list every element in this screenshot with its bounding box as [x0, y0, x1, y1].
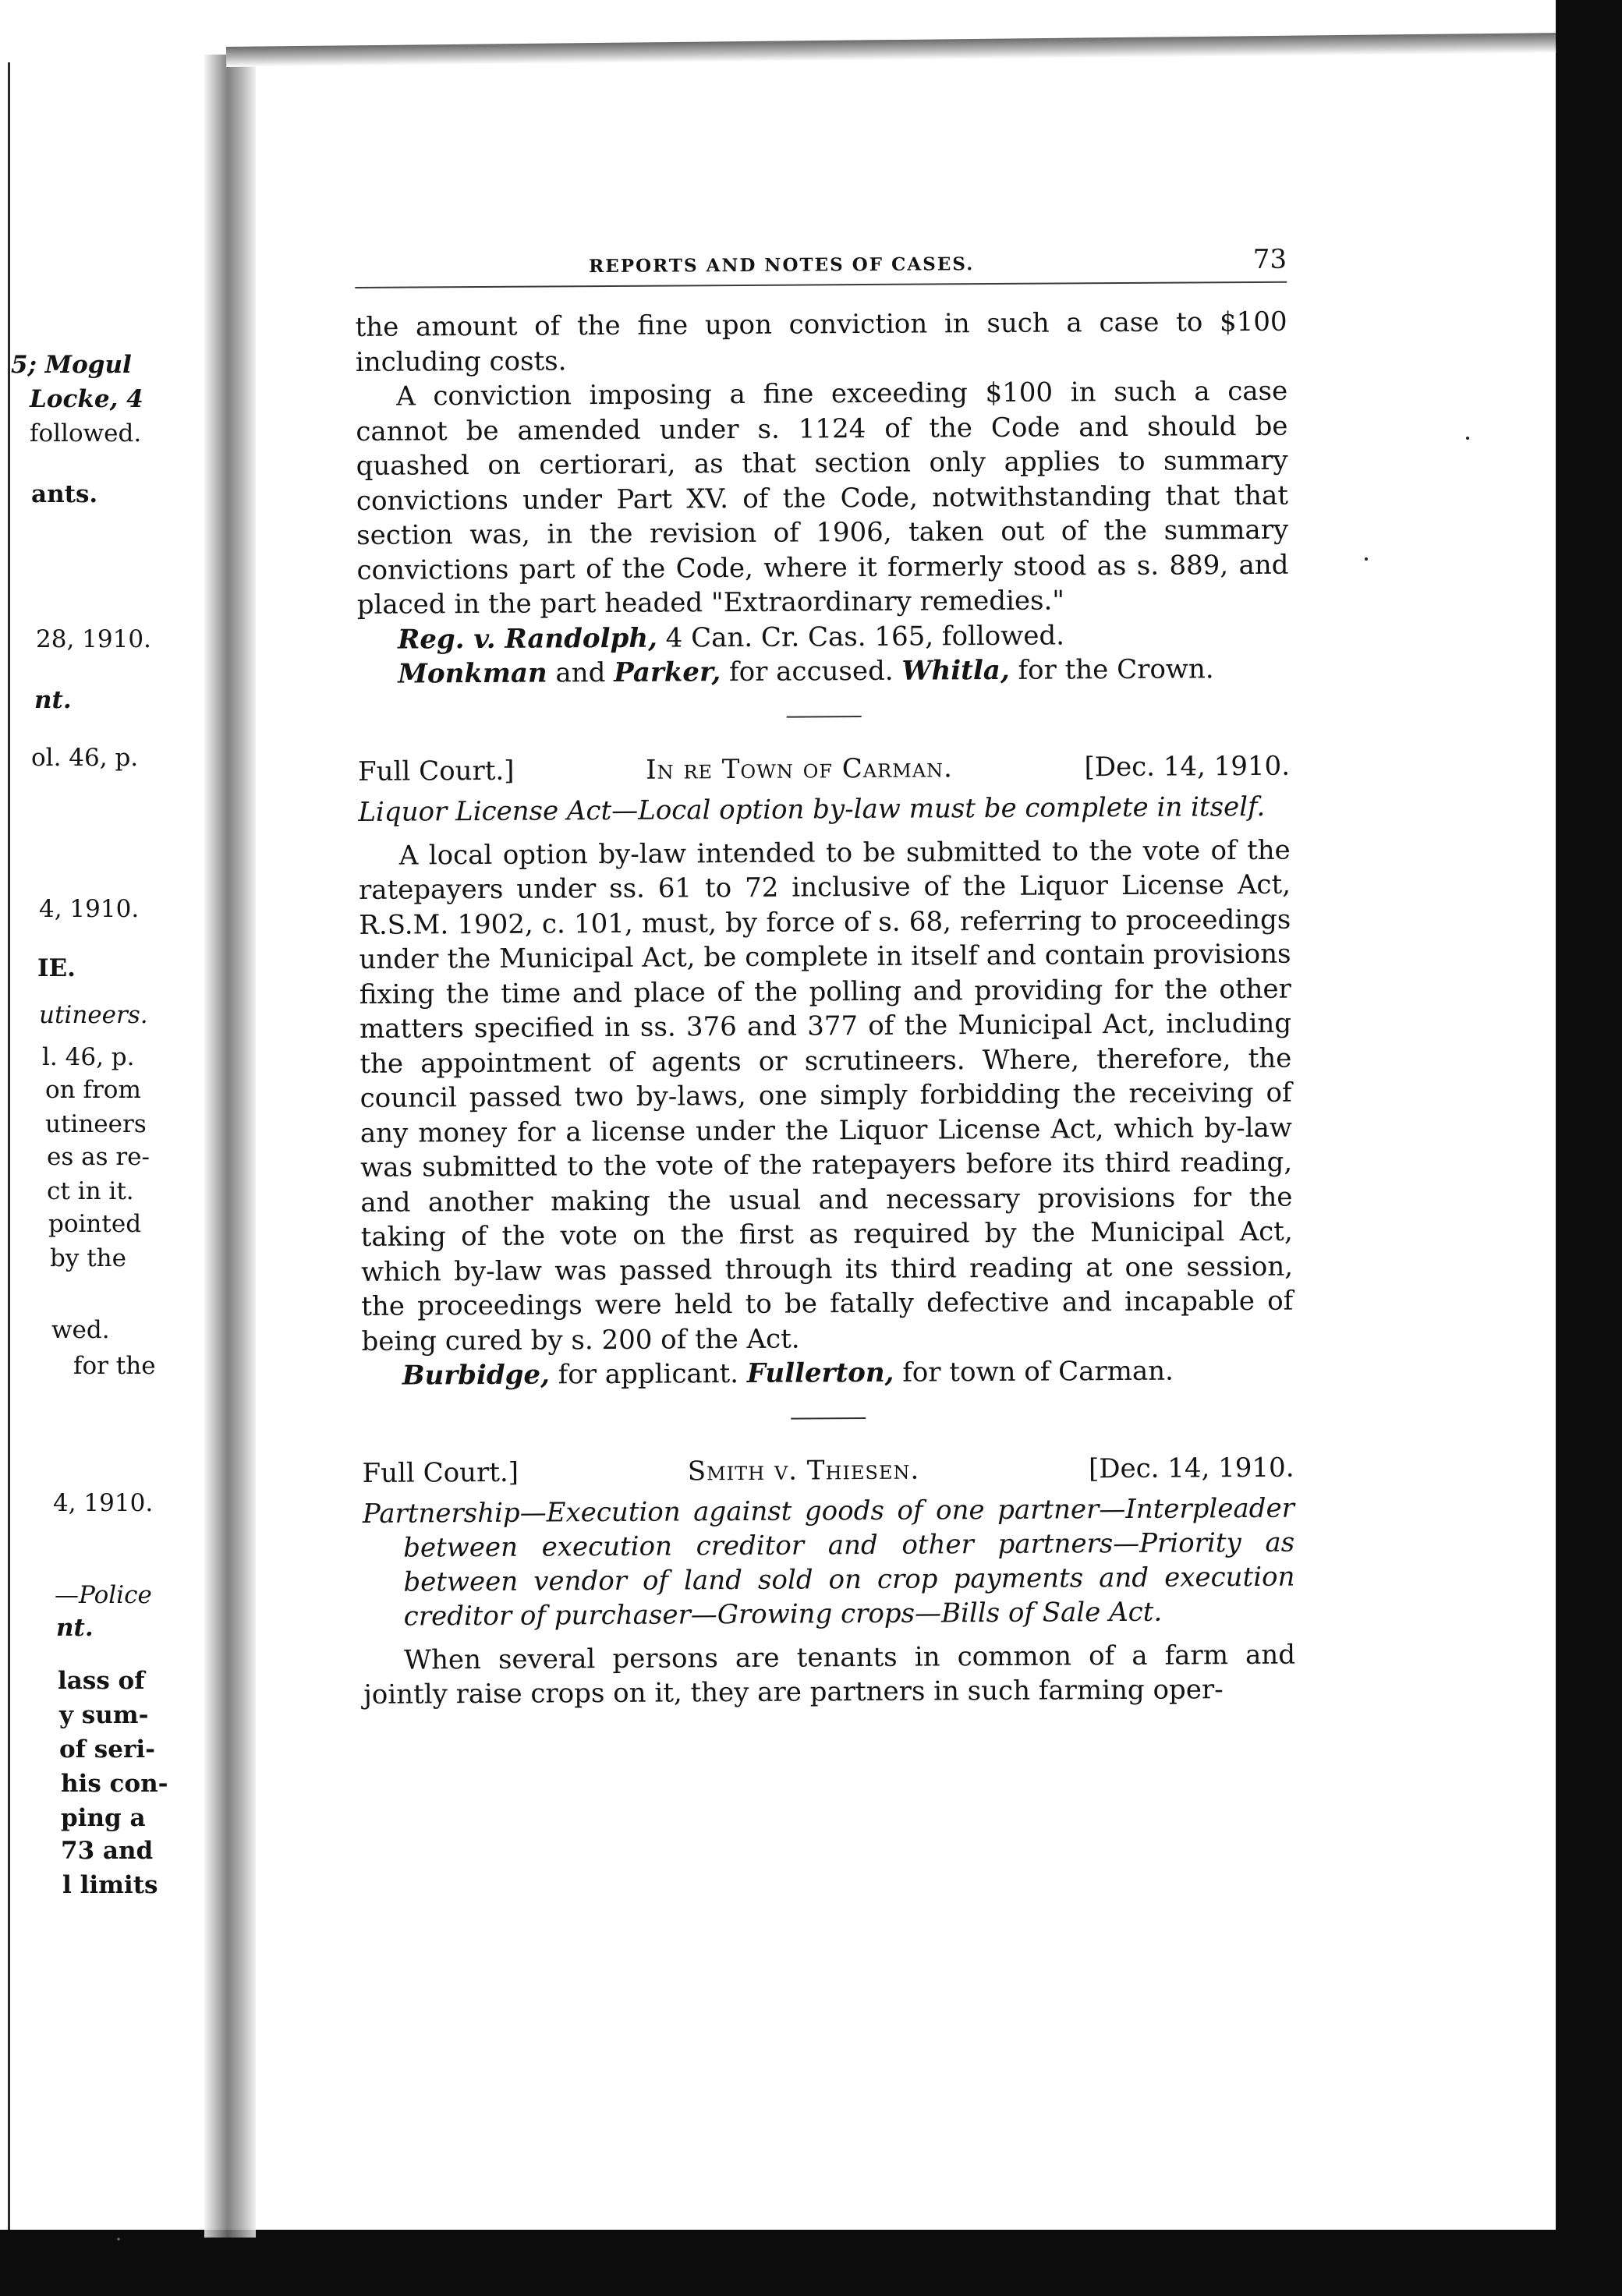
- left-fragment: 28, 1910.: [36, 625, 151, 653]
- case-1-continuation: [355, 305, 1289, 692]
- counsel-name: Fullerton,: [746, 1357, 894, 1389]
- paragraph: the amount of the fine upon conviction in such a case to $100 including costs.: [355, 306, 1287, 378]
- counsel-line: [362, 1353, 1294, 1394]
- counsel-name: Monkman: [398, 657, 547, 690]
- case-3: [362, 1450, 1295, 1712]
- left-fragment: l. 46, p.: [42, 1043, 135, 1071]
- cited-reference: 4 Can. Cr. Cas. 165, followed.: [665, 619, 1065, 654]
- book-gutter-shadow: [204, 55, 256, 2238]
- case-date: [Dec. 14, 1910.: [1084, 750, 1291, 783]
- left-fragment: IE.: [37, 954, 76, 982]
- left-fragment: nt.: [56, 1614, 94, 1642]
- counsel-role: for town of Carman.: [902, 1355, 1174, 1389]
- page-body: [355, 244, 1295, 1713]
- left-fragment: by the: [50, 1244, 126, 1272]
- counsel-name: Burbidge,: [402, 1359, 551, 1392]
- left-fragment: utineers.: [39, 1001, 148, 1029]
- headnote: Liquor License Act—Local option by-law must be complete in itself.: [358, 791, 1266, 828]
- case-2: [358, 748, 1294, 1393]
- running-head: REPORTS AND NOTES OF CASES.: [589, 253, 975, 278]
- left-fragment: nt.: [34, 686, 72, 714]
- counsel-name: Parker,: [614, 656, 721, 688]
- left-fragment: —Police: [55, 1581, 152, 1609]
- left-fragment: ol. 46, p.: [31, 744, 139, 772]
- case-caption: [362, 1450, 1294, 1490]
- left-fragment: ants.: [31, 480, 98, 508]
- left-fragment: utineers: [45, 1110, 147, 1138]
- counsel-name: Whitla,: [901, 654, 1010, 687]
- left-fragment: ct in it.: [47, 1177, 134, 1205]
- scan-speck: [117, 2238, 120, 2241]
- left-fragment: for the: [73, 1352, 156, 1380]
- page-header: [355, 244, 1287, 288]
- court-label: Full Court.]: [362, 1456, 519, 1489]
- left-fragment: 5; Mogul: [11, 351, 132, 379]
- left-fragment: of seri-: [59, 1735, 155, 1764]
- left-fragment: followed.: [30, 419, 142, 448]
- left-fragment: wed.: [51, 1316, 110, 1344]
- scan-edge-bottom: [0, 2230, 1622, 2296]
- case-separator: [786, 716, 861, 718]
- cited-case: Reg. v. Randolph,: [397, 622, 658, 656]
- left-fragment: 4, 1910.: [39, 895, 140, 923]
- left-fragment: on from: [45, 1076, 141, 1104]
- paragraph: A conviction imposing a fine exceeding $100 in such a case cannot be amended under s. 1124 of the Code and should be quashed on certiorari, as that section only applies to summary convictions under Part XV. of the Code, notwithstanding that that section was, in the revision of 1906, taken out of the summary convictions part of the Code, where it formerly stood as s. 889, and placed in the part headed "Extraordinary remedies.": [356, 375, 1289, 621]
- left-fragment: pointed: [48, 1210, 142, 1238]
- left-fragment: y sum-: [59, 1701, 149, 1729]
- page-top-edge-shadow: [226, 33, 1556, 67]
- left-fragment: l limits: [62, 1871, 158, 1899]
- scan-speck: [1365, 557, 1368, 561]
- page-number: 73: [1252, 243, 1287, 275]
- left-fragment: lass of: [58, 1667, 145, 1695]
- case-title: Smith v. Thiesen.: [687, 1454, 920, 1487]
- paragraph: When several persons are tenants in common of a farm and jointly raise crops on it, they are partners in such farming oper-: [363, 1639, 1296, 1711]
- left-fragment: es as re-: [47, 1143, 150, 1171]
- headnote: Partnership—Execution against goods of one partner—Interpleader between execution creditor and other partners—Priority as between vendor of land sold on crop payments and execution creditor of purchaser—Growing crops—Bills of Sale Act.: [362, 1492, 1295, 1633]
- case-separator: [791, 1417, 866, 1420]
- case-date: [Dec. 14, 1910.: [1088, 1452, 1294, 1484]
- counsel-role: for the Crown.: [1018, 653, 1214, 686]
- counsel-conjunction: and: [555, 657, 606, 689]
- scan-edge-right: [1556, 0, 1622, 2296]
- counsel-role: for accused.: [728, 655, 894, 688]
- left-fragment: his con-: [61, 1770, 168, 1798]
- scan-speck: [1466, 437, 1469, 440]
- citation: [357, 617, 1289, 657]
- case-title: In re Town of Carman.: [646, 752, 954, 786]
- counsel-line: [357, 652, 1289, 692]
- left-fragment: Locke, 4: [30, 385, 143, 413]
- paragraph: A local option by-law intended to be submitted to the vote of the ratepayers under ss. 61 to 72 inclusive of the Liquor License Act, R.S.M. 1902, c. 101, must, by force of s. 68, referring to proceedings under the Municipal Act, be complete in itself and contain provisions fixing the time and place of the polling and providing for the other matters specified in ss. 376 and 377 of the Municipal Act, including the appointment of agents or scrutineers. Where, therefore, the council passed two by-laws, one simply forbidding the receiving of any money for a license under the Liquor License Act, which by-law was submitted to the vote of the ratepayers before its third reading, and another making the usual and necessary provisions for the taking of the vote on the first as required by the Municipal Act, which by-law was passed through its third reading at one session, the proceedings were held to be fatally defective and incapable of being cured by s. 200 of the Act.: [358, 834, 1294, 1357]
- counsel-role: for applicant.: [558, 1358, 739, 1391]
- case-caption: [358, 748, 1290, 788]
- left-fragment: 73 and: [61, 1837, 154, 1865]
- court-label: Full Court.]: [357, 755, 515, 787]
- left-fragment: ping a: [61, 1804, 146, 1832]
- left-fragment: 4, 1910.: [53, 1489, 154, 1517]
- left-page-fragments: [0, 0, 204, 2230]
